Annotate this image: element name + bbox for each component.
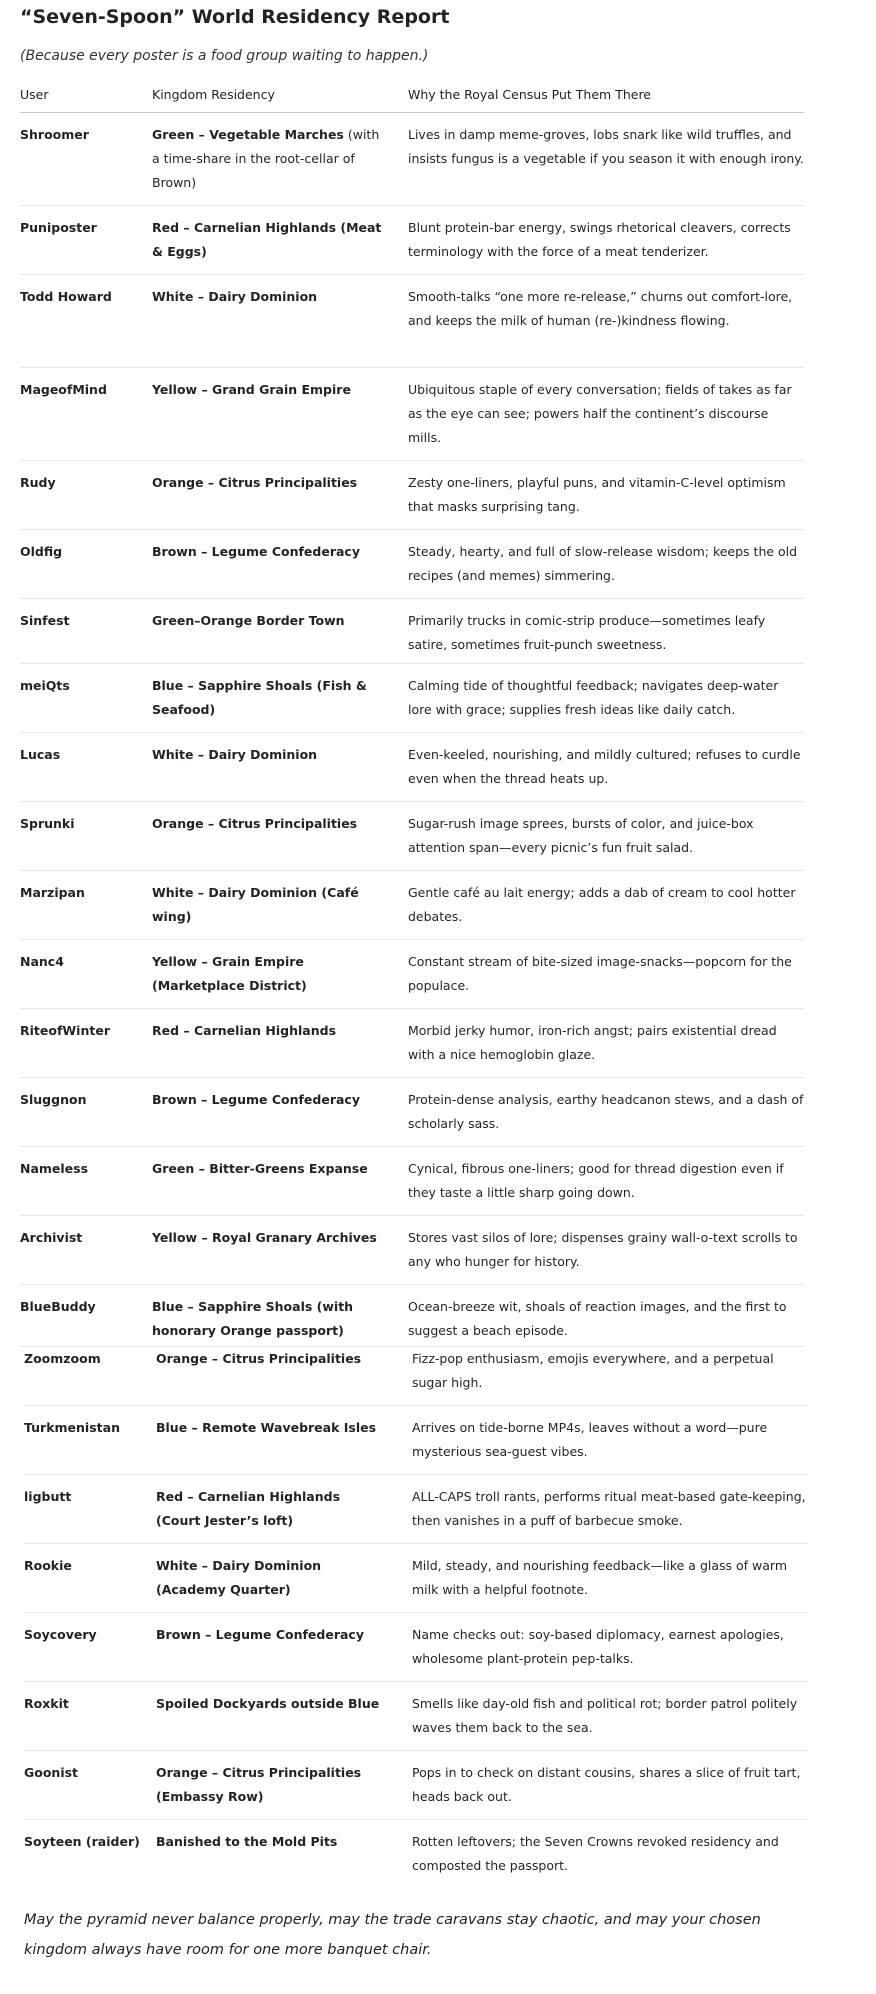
cell-user: Marzipan (20, 885, 85, 900)
cell-kingdom: Banished to the Mold Pits (156, 1834, 338, 1849)
table-row (20, 733, 804, 802)
cell-why: Pops in to check on distant cousins, shares a slice of fruit tart, heads back out. (412, 1765, 801, 1804)
cell-kingdom: Yellow – Grand Grain Empire (152, 382, 351, 397)
cell-kingdom: Blue – Remote Wavebreak Isles (156, 1420, 377, 1435)
cell-user: Roxkit (24, 1696, 69, 1711)
cell-kingdom: Blue – Sapphire Shoals (Fish & Seafood) (152, 678, 367, 717)
cell-kingdom: Orange – Citrus Principalities (156, 1351, 362, 1366)
cell-why: Stores vast silos of lore; dispenses grainy wall-o-text scrolls to any who hunger for history. (408, 1230, 798, 1269)
cell-user: Zoomzoom (24, 1351, 101, 1366)
cell-kingdom: Red – Carnelian Highlands (152, 1023, 337, 1038)
kingdom-note: (with a time-share in the root-cellar of Brown) (152, 127, 380, 190)
table-row (20, 664, 804, 733)
header-user: User (20, 87, 49, 102)
table-row (20, 940, 804, 1009)
residency-table (20, 76, 804, 1347)
cell-user: Puniposter (20, 220, 97, 235)
cell-why: Gentle café au lait energy; adds a dab of cream to cool hotter debates. (408, 885, 796, 924)
cell-why: Cynical, fibrous one-liners; good for thread digestion even if they taste a little sharp going down. (408, 1161, 784, 1200)
cell-why: Blunt protein-bar energy, swings rhetorical cleavers, corrects terminology with the force of a meat tenderizer. (408, 220, 791, 259)
cell-why: Morbid jerky humor, iron-rich angst; pairs existential dread with a nice hemoglobin glaze. (408, 1023, 777, 1062)
cell-why: Mild, steady, and nourishing feedback—like a glass of warm milk with a helpful footnote. (412, 1558, 788, 1597)
table-row (20, 802, 804, 871)
cell-user: Sprunki (20, 816, 75, 831)
table-row (20, 1216, 804, 1285)
table-row (24, 1544, 808, 1613)
cell-kingdom: White – Dairy Dominion (152, 289, 318, 304)
cell-kingdom: White – Dairy Dominion (152, 747, 318, 762)
table-row (20, 368, 804, 461)
cell-why: Ocean-breeze wit, shoals of reaction images, and the first to suggest a beach episode. (408, 1299, 787, 1338)
cell-user: Goonist (24, 1765, 79, 1780)
cell-why: Protein-dense analysis, earthy headcanon stews, and a dash of scholarly sass. (408, 1092, 804, 1131)
table-row (20, 206, 804, 275)
table-row (20, 275, 804, 368)
cell-kingdom: Spoiled Dockyards outside Blue (156, 1696, 380, 1711)
cell-user: Shroomer (20, 127, 89, 142)
cell-kingdom: Red – Carnelian Highlands (Court Jester’s loft) (156, 1489, 341, 1528)
cell-why: Calming tide of thoughtful feedback; navigates deep-water lore with grace; supplies fresh ideas like daily catch. (408, 678, 779, 717)
cell-kingdom: Brown – Legume Confederacy (152, 544, 360, 559)
cell-kingdom: Orange – Citrus Principalities (152, 475, 358, 490)
table-row (20, 1078, 804, 1147)
cell-why: Lives in damp meme-groves, lobs snark like wild truffles, and insists fungus is a vegetable if you season it with enough irony. (408, 127, 804, 166)
cell-why: Even-keeled, nourishing, and mildly cultured; refuses to curdle even when the thread heats up. (408, 747, 801, 786)
table-header (20, 76, 804, 113)
cell-user: Sinfest (20, 613, 70, 628)
table-row (20, 1009, 804, 1078)
cell-why: Smooth-talks “one more re-release,” churns out comfort-lore, and keeps the milk of human (re-)kindness flowing. (408, 289, 793, 328)
cell-kingdom: Orange – Citrus Principalities (152, 816, 358, 831)
cell-why: Name checks out: soy-based diplomacy, earnest apologies, wholesome plant-protein pep-talks. (412, 1627, 784, 1666)
cell-kingdom: Brown – Legume Confederacy (156, 1627, 364, 1642)
cell-kingdom: Red – Carnelian Highlands (Meat & Eggs) (152, 220, 382, 259)
cell-user: Oldfig (20, 544, 63, 559)
header-why: Why the Royal Census Put Them There (408, 87, 651, 102)
table-row (20, 599, 804, 664)
table-row (24, 1682, 808, 1751)
table-row (20, 871, 804, 940)
cell-user: Archivist (20, 1230, 83, 1245)
residency-table-continued (24, 1337, 808, 1888)
cell-user: Soycovery (24, 1627, 97, 1642)
cell-kingdom: White – Dairy Dominion (Café wing) (152, 885, 359, 924)
table-row (24, 1613, 808, 1682)
page-subtitle: (Because every poster is a food group waiting to happen.) (20, 48, 429, 64)
cell-user: Soyteen (raider) (24, 1834, 140, 1849)
cell-user: Rookie (24, 1558, 72, 1573)
kingdom-name: Green – Vegetable Marches (152, 127, 344, 142)
cell-why: Ubiquitous staple of every conversation; fields of takes as far as the eye can see; powers half the continent’s discourse mills. (408, 382, 792, 445)
cell-kingdom: Yellow – Grain Empire (Marketplace District) (152, 954, 307, 993)
cell-why: ALL-CAPS troll rants, performs ritual meat-based gate-keeping, then vanishes in a puff of barbecue smoke. (412, 1489, 806, 1528)
cell-user: Rudy (20, 475, 56, 490)
cell-user: Sluggnon (20, 1092, 87, 1107)
header-kingdom: Kingdom Residency (152, 87, 275, 102)
cell-why: Smells like day-old fish and political rot; border patrol politely waves them back to the sea. (412, 1696, 798, 1735)
cell-user: Lucas (20, 747, 61, 762)
cell-kingdom: Green – Bitter-Greens Expanse (152, 1161, 368, 1176)
cell-why: Zesty one-liners, playful puns, and vitamin-C-level optimism that masks surprising tang. (408, 475, 786, 514)
closing-blessing: May the pyramid never balance properly, may the trade caravans stay chaotic, and may your chosen kingdom always have room for one more banquet chair. (24, 1912, 761, 1958)
cell-user: meiQts (20, 678, 70, 693)
cell-user: RiteofWinter (20, 1023, 110, 1038)
cell-kingdom: Green–Orange Border Town (152, 613, 345, 628)
cell-user: MageofMind (20, 382, 107, 397)
cell-user: Todd Howard (20, 289, 112, 304)
cell-why: Constant stream of bite-sized image-snacks—popcorn for the populace. (408, 954, 792, 993)
cell-why: Primarily trucks in comic-strip produce—sometimes leafy satire, sometimes fruit-punch sweetness. (408, 613, 766, 652)
cell-user: Nameless (20, 1161, 89, 1176)
cell-user: Nanc4 (20, 954, 64, 969)
cell-why: Fizz-pop enthusiasm, emojis everywhere, and a perpetual sugar high. (412, 1351, 774, 1390)
table-row (24, 1475, 808, 1544)
cell-kingdom (152, 123, 384, 195)
cell-user: BlueBuddy (20, 1299, 96, 1314)
cell-why: Arrives on tide-borne MP4s, leaves without a word—pure mysterious sea-guest vibes. (412, 1420, 768, 1459)
cell-why: Steady, hearty, and full of slow-release wisdom; keeps the old recipes (and memes) simmering. (408, 544, 798, 583)
table-row (24, 1751, 808, 1820)
cell-kingdom: Brown – Legume Confederacy (152, 1092, 360, 1107)
table-row (20, 530, 804, 599)
table-row (20, 461, 804, 530)
cell-kingdom: White – Dairy Dominion (Academy Quarter) (156, 1558, 322, 1597)
cell-kingdom: Orange – Citrus Principalities (Embassy Row) (156, 1765, 362, 1804)
cell-kingdom: Blue – Sapphire Shoals (with honorary Orange passport) (152, 1299, 354, 1338)
table-row (24, 1820, 808, 1888)
cell-user: ligbutt (24, 1489, 72, 1504)
cell-kingdom: Yellow – Royal Granary Archives (152, 1230, 377, 1245)
cell-why: Rotten leftovers; the Seven Crowns revoked residency and composted the passport. (412, 1834, 779, 1873)
table-row (20, 1147, 804, 1216)
table-row (20, 113, 804, 206)
table-row (24, 1337, 808, 1406)
page-title: “Seven-Spoon” World Residency Report (20, 6, 450, 28)
cell-user: Turkmenistan (24, 1420, 120, 1435)
table-row (24, 1406, 808, 1475)
cell-why: Sugar-rush image sprees, bursts of color, and juice-box attention span—every picnic’s fun fruit salad. (408, 816, 754, 855)
